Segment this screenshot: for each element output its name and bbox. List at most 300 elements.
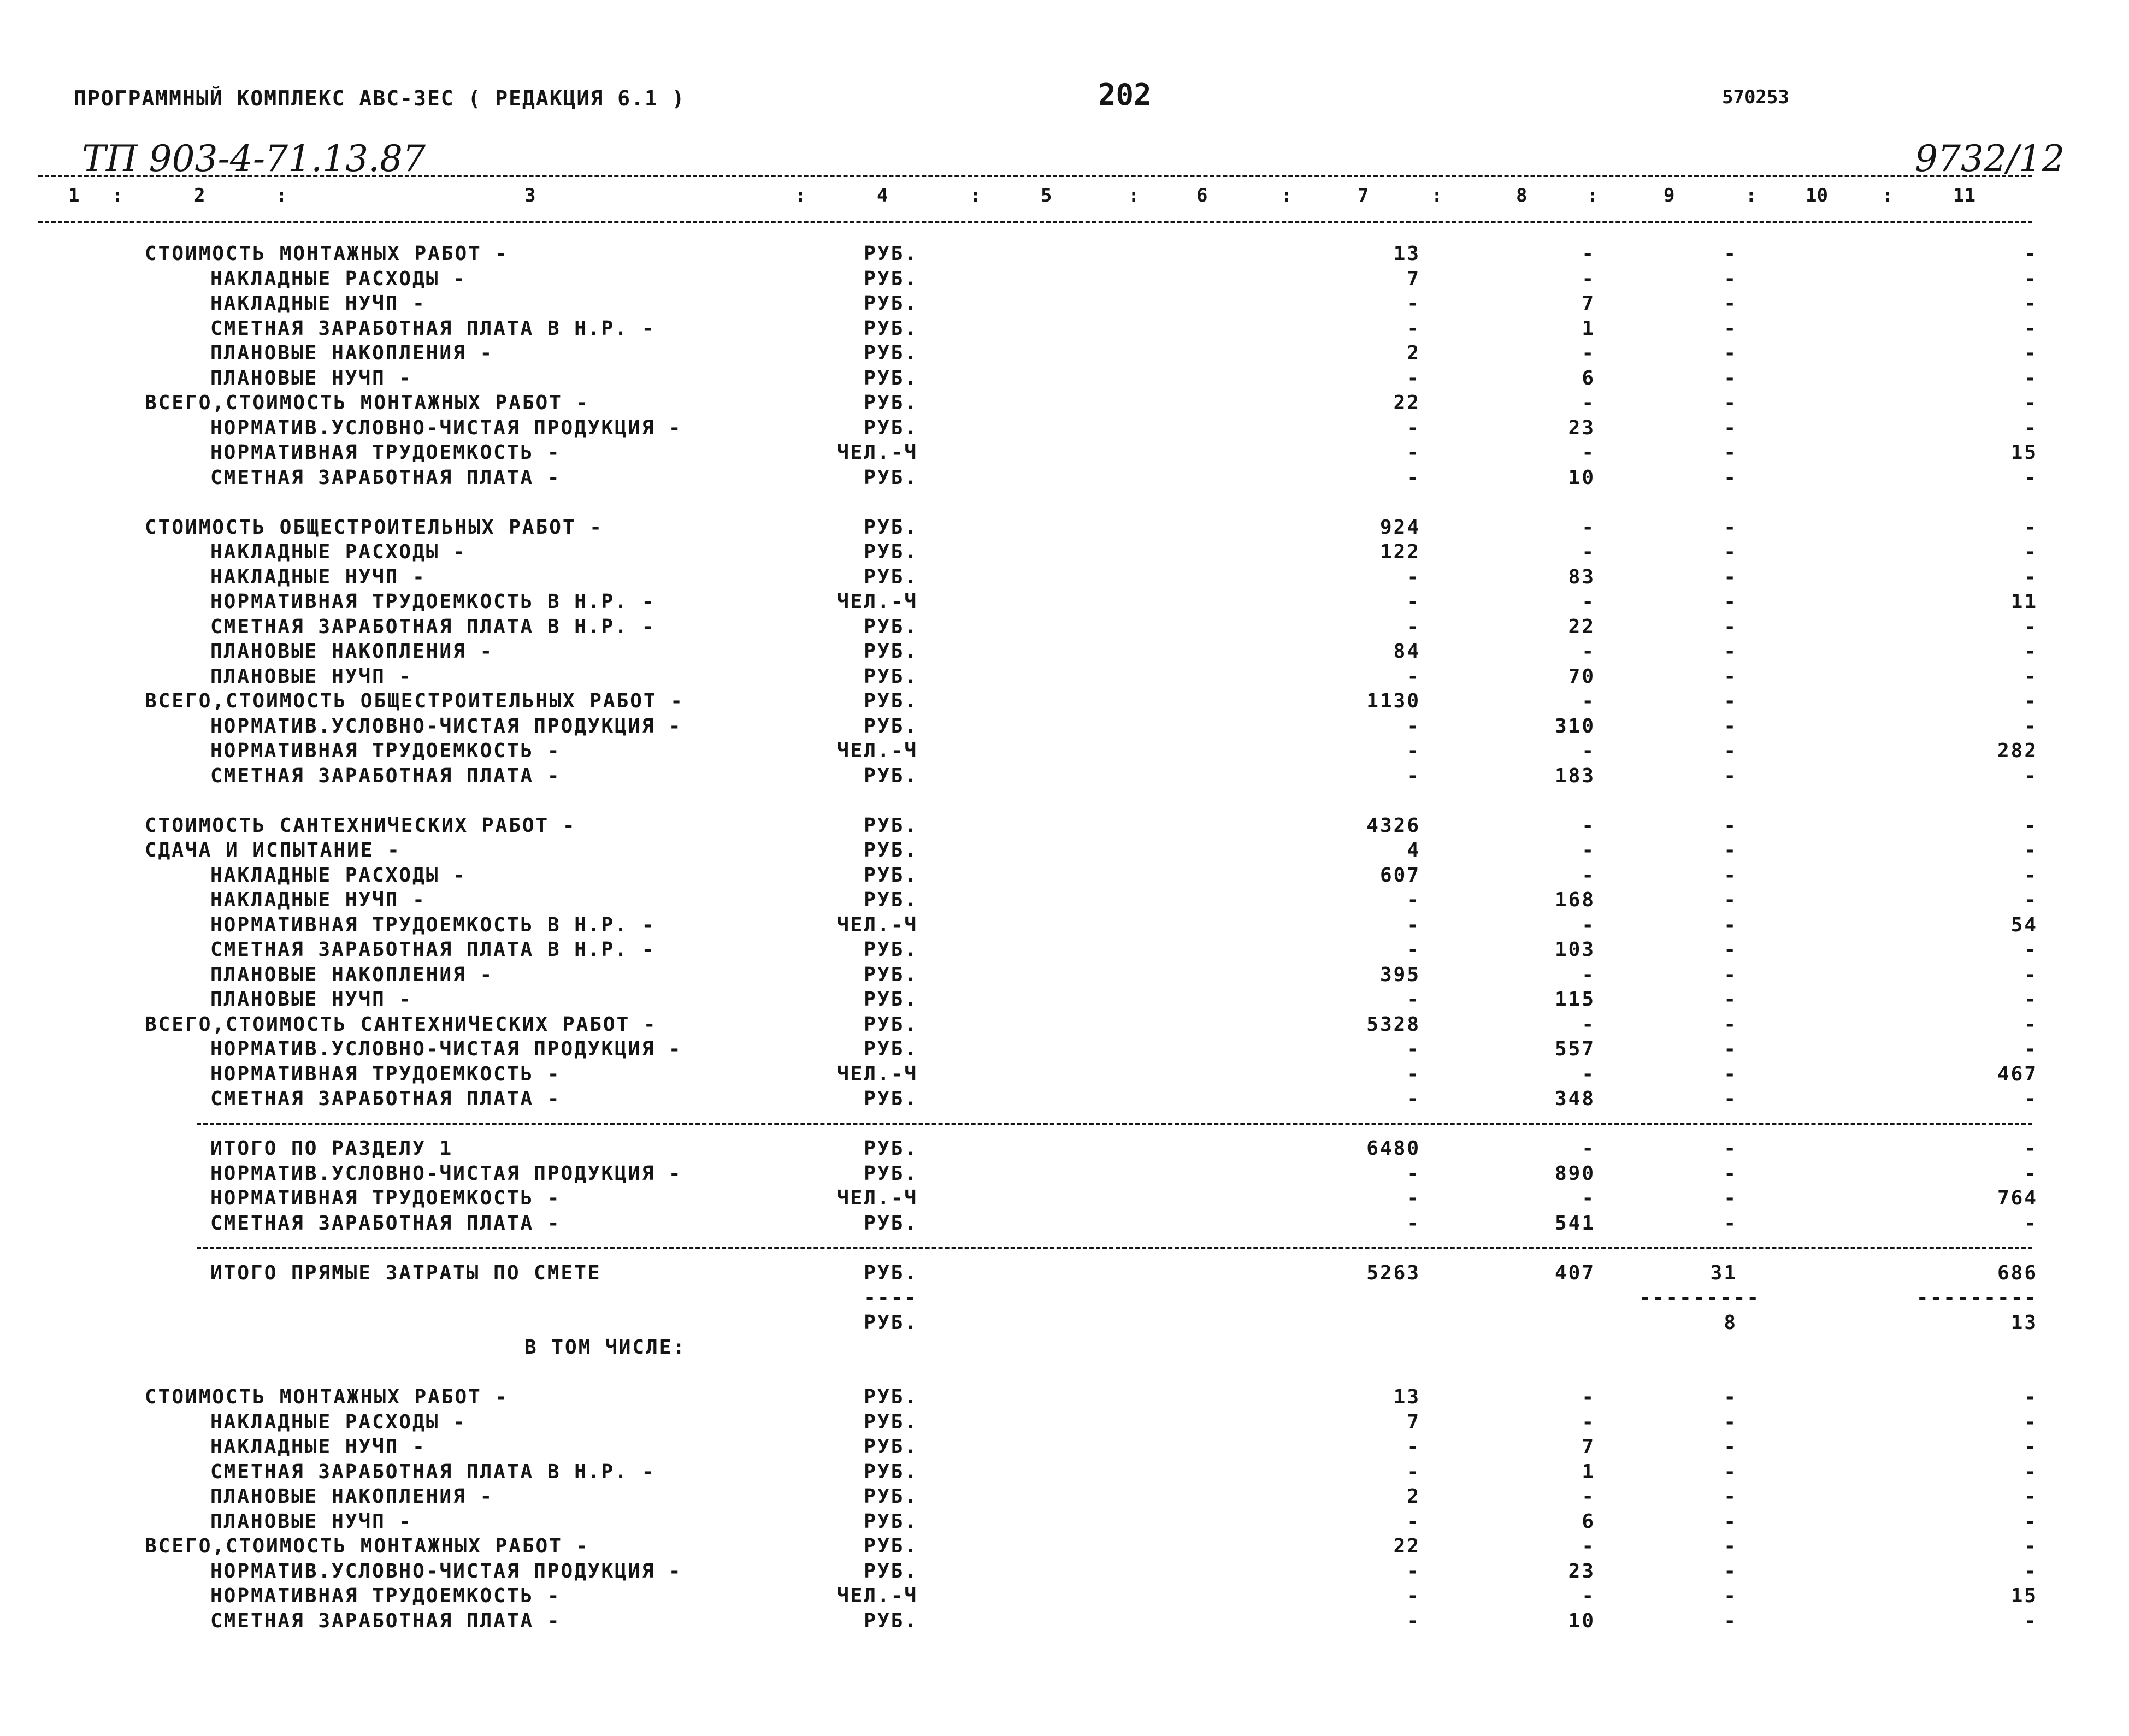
column-separator: : xyxy=(1281,185,1293,206)
row-unit: РУБ. xyxy=(864,665,918,688)
col11-value: 686 xyxy=(1997,1261,2038,1284)
table-row xyxy=(0,888,2129,913)
col7-value: 1130 xyxy=(1366,690,1420,712)
col9-value: 31 xyxy=(1710,1261,1737,1284)
handwritten-sheet-number: 9732/12 xyxy=(1915,138,2065,180)
table-row xyxy=(0,1161,2129,1186)
col8-value: 1 xyxy=(1582,317,1595,340)
col9-value: - xyxy=(1724,1187,1737,1209)
col11-value: - xyxy=(2024,1162,2038,1185)
col8-value: 70 xyxy=(1568,665,1595,688)
col8-value: 10 xyxy=(1568,1609,1595,1632)
table-row xyxy=(0,987,2129,1012)
col9-value: - xyxy=(1724,1609,1737,1632)
header-rule-bottom xyxy=(38,221,2032,223)
col7-value: 13 xyxy=(1393,1386,1420,1408)
col11-value: - xyxy=(2024,243,2038,265)
col7-value: - xyxy=(1407,615,1420,638)
column-separator: : xyxy=(112,185,123,206)
handwritten-project-number: ТП 903-4-71.13.87 xyxy=(82,138,426,180)
column-number: 8 xyxy=(1516,185,1528,206)
program-header: ПРОГРАММНЫЙ КОМПЛЕКС АВС-ЗЕС ( РЕДАКЦИЯ 6.1 ) xyxy=(74,86,686,110)
row-label: СМЕТНАЯ ЗАРАБОТНАЯ ПЛАТА - xyxy=(210,1088,561,1110)
col7-value: - xyxy=(1407,1088,1420,1110)
row-unit: РУБ. xyxy=(864,292,918,315)
table-row xyxy=(0,589,2129,615)
col8-value: - xyxy=(1582,1137,1595,1160)
col9-value: - xyxy=(1724,690,1737,712)
col9-value: - xyxy=(1724,243,1737,265)
row-label: НАКЛАДНЫЕ РАСХОДЫ - xyxy=(210,541,467,563)
col11-value: - xyxy=(2024,864,2038,887)
col7-value: - xyxy=(1407,441,1420,464)
col11-value: --------- xyxy=(1916,1286,2038,1309)
col11-value: - xyxy=(2024,715,2038,737)
col8-value: - xyxy=(1582,814,1595,837)
row-label: В ТОМ ЧИСЛЕ: xyxy=(524,1336,687,1359)
row-unit: РУБ. xyxy=(864,1609,918,1632)
row-label: НОРМАТИВНАЯ ТРУДОЕМКОСТЬ - xyxy=(210,1585,561,1607)
col7-value: - xyxy=(1407,317,1420,340)
row-unit: РУБ. xyxy=(864,615,918,638)
row-label: НОРМАТИВНАЯ ТРУДОЕМКОСТЬ - xyxy=(210,1062,561,1085)
row-label: ПЛАНОВЫЕ НУЧП - xyxy=(210,367,413,389)
row-label: СМЕТНАЯ ЗАРАБОТНАЯ ПЛАТА - xyxy=(210,1212,561,1235)
col11-value: - xyxy=(2024,938,2038,961)
row-label: НОРМАТИВ.УСЛОВНО-ЧИСТАЯ ПРОДУКЦИЯ - xyxy=(210,1162,682,1185)
row-label: НОРМАТИВ.УСЛОВНО-ЧИСТАЯ ПРОДУКЦИЯ - xyxy=(210,416,682,439)
column-number: 1 xyxy=(68,185,80,206)
col9-value: - xyxy=(1724,1162,1737,1185)
col9-value: - xyxy=(1724,367,1737,389)
row-label: НАКЛАДНЫЕ РАСХОДЫ - xyxy=(210,864,467,887)
col9-value: - xyxy=(1724,814,1737,837)
col11-value: 13 xyxy=(2010,1311,2038,1334)
row-label: ПЛАНОВЫЕ НАКОПЛЕНИЯ - xyxy=(210,640,494,663)
col9-value: - xyxy=(1724,740,1737,762)
col9-value: - xyxy=(1724,342,1737,364)
table-row xyxy=(0,664,2129,689)
row-unit: ---- xyxy=(864,1286,918,1309)
col9-value: - xyxy=(1724,889,1737,911)
col9-value: - xyxy=(1724,665,1737,688)
column-number: 9 xyxy=(1664,185,1675,206)
col9-value: - xyxy=(1724,1013,1737,1036)
col7-value: 22 xyxy=(1393,392,1420,414)
col9-value: - xyxy=(1724,267,1737,290)
col8-value: 890 xyxy=(1554,1162,1595,1185)
row-spacer xyxy=(0,1360,2129,1385)
table-row xyxy=(0,1261,2129,1286)
table-row xyxy=(0,714,2129,739)
row-unit: РУБ. xyxy=(864,1386,918,1408)
col11-value: 54 xyxy=(2010,913,2038,936)
col7-value: - xyxy=(1407,1560,1420,1583)
col11-value: - xyxy=(2024,317,2038,340)
col7-value: 395 xyxy=(1379,963,1420,986)
col11-value: - xyxy=(2024,889,2038,911)
col8-value: 7 xyxy=(1582,1436,1595,1458)
col11-value: - xyxy=(2024,342,2038,364)
col11-value: - xyxy=(2024,963,2038,986)
col9-value: - xyxy=(1724,1560,1737,1583)
table-row xyxy=(0,416,2129,441)
col8-value: 541 xyxy=(1554,1212,1595,1235)
col7-value: - xyxy=(1407,292,1420,315)
col8-value: 6 xyxy=(1582,1510,1595,1533)
row-unit: РУБ. xyxy=(864,963,918,986)
row-label: СТОИМОСТЬ ОБЩЕСТРОИТЕЛЬНЫХ РАБОТ - xyxy=(145,516,603,539)
row-unit: ЧЕЛ.-Ч xyxy=(836,591,918,613)
table-row xyxy=(0,1012,2129,1037)
col8-value: 103 xyxy=(1554,938,1595,961)
col11-value: - xyxy=(2024,1485,2038,1508)
column-separator: : xyxy=(1128,185,1140,206)
table-row xyxy=(0,540,2129,565)
table-row xyxy=(0,366,2129,391)
row-label: ПЛАНОВЫЕ НУЧП - xyxy=(210,1510,413,1533)
row-label: ПЛАНОВЫЕ НАКОПЛЕНИЯ - xyxy=(210,342,494,364)
col7-value: 22 xyxy=(1393,1535,1420,1557)
col8-value: 23 xyxy=(1568,1560,1595,1583)
row-spacer xyxy=(0,490,2129,515)
col11-value: 15 xyxy=(2010,1585,2038,1607)
col11-value: - xyxy=(2024,565,2038,588)
column-separator: : xyxy=(1882,185,1894,206)
col8-value: - xyxy=(1582,342,1595,364)
col9-value: - xyxy=(1724,541,1737,563)
col7-value: 4326 xyxy=(1366,814,1420,837)
col9-value: - xyxy=(1724,441,1737,464)
col8-value: 310 xyxy=(1554,715,1595,737)
col8-value: 23 xyxy=(1568,416,1595,439)
column-number: 5 xyxy=(1041,185,1052,206)
section-separator xyxy=(0,1236,2129,1261)
table-row xyxy=(0,1534,2129,1559)
row-unit: РУБ. xyxy=(864,392,918,414)
col7-value: - xyxy=(1407,715,1420,737)
col7-value: - xyxy=(1407,913,1420,936)
col8-value: - xyxy=(1582,1410,1595,1433)
col11-value: 467 xyxy=(1997,1062,2038,1085)
row-label: НОРМАТИВ.УСЛОВНО-ЧИСТАЯ ПРОДУКЦИЯ - xyxy=(210,715,682,737)
col7-value: - xyxy=(1407,466,1420,489)
row-label: СМЕТНАЯ ЗАРАБОТНАЯ ПЛАТА В Н.Р. - xyxy=(210,615,656,638)
table-row xyxy=(0,838,2129,863)
col9-value: - xyxy=(1724,1485,1737,1508)
table-row xyxy=(0,291,2129,316)
col11-value: - xyxy=(2024,988,2038,1011)
header-rule-top xyxy=(38,175,2032,177)
row-unit: РУБ. xyxy=(864,1162,918,1185)
col7-value: - xyxy=(1407,1187,1420,1209)
col8-value: - xyxy=(1582,690,1595,712)
row-label: ВСЕГО,СТОИМОСТЬ МОНТАЖНЫХ РАБОТ - xyxy=(145,392,590,414)
table-row xyxy=(0,639,2129,664)
row-unit: РУБ. xyxy=(864,342,918,364)
row-unit: РУБ. xyxy=(864,839,918,861)
col7-value: - xyxy=(1407,1436,1420,1458)
row-unit: РУБ. xyxy=(864,690,918,712)
col8-value: - xyxy=(1582,516,1595,539)
col9-value: - xyxy=(1724,1535,1737,1557)
col11-value: 11 xyxy=(2010,591,2038,613)
table-row xyxy=(0,1335,2129,1360)
row-label: НАКЛАДНЫЕ НУЧП - xyxy=(210,889,426,911)
col11-value: - xyxy=(2024,292,2038,315)
col11-value: - xyxy=(2024,1410,2038,1433)
col11-value: 282 xyxy=(1997,740,2038,762)
col11-value: - xyxy=(2024,267,2038,290)
col9-value: - xyxy=(1724,1386,1737,1408)
col11-value: - xyxy=(2024,466,2038,489)
table-row xyxy=(0,1559,2129,1584)
col8-value: 83 xyxy=(1568,565,1595,588)
col8-value: 168 xyxy=(1554,889,1595,911)
col9-value: - xyxy=(1724,516,1737,539)
col8-value: - xyxy=(1582,1535,1595,1557)
table-row xyxy=(0,1410,2129,1435)
column-number: 10 xyxy=(1806,185,1828,206)
col9-value: - xyxy=(1724,715,1737,737)
col9-value: - xyxy=(1724,864,1737,887)
col7-value: - xyxy=(1407,1212,1420,1235)
row-unit: РУБ. xyxy=(864,466,918,489)
col11-value: - xyxy=(2024,690,2038,712)
col8-value: - xyxy=(1582,1187,1595,1209)
dashed-rule xyxy=(197,1247,2032,1249)
row-unit: РУБ. xyxy=(864,1013,918,1036)
col11-value: - xyxy=(2024,1535,2038,1557)
table-row xyxy=(0,1484,2129,1509)
row-label: ПЛАНОВЫЕ НУЧП - xyxy=(210,665,413,688)
row-unit: РУБ. xyxy=(864,640,918,663)
row-unit: РУБ. xyxy=(864,889,918,911)
col8-value: - xyxy=(1582,839,1595,861)
row-unit: РУБ. xyxy=(864,516,918,539)
col7-value: 2 xyxy=(1407,342,1420,364)
row-unit: РУБ. xyxy=(864,416,918,439)
row-label: СТОИМОСТЬ МОНТАЖНЫХ РАБОТ - xyxy=(145,243,509,265)
col9-value: - xyxy=(1724,640,1737,663)
row-unit: РУБ. xyxy=(864,988,918,1011)
col7-value: - xyxy=(1407,416,1420,439)
row-label: СМЕТНАЯ ЗАРАБОТНАЯ ПЛАТА В Н.Р. - xyxy=(210,317,656,340)
col9-value: - xyxy=(1724,839,1737,861)
row-unit: ЧЕЛ.-Ч xyxy=(836,740,918,762)
column-number: 3 xyxy=(524,185,536,206)
row-unit: РУБ. xyxy=(864,764,918,787)
row-unit: РУБ. xyxy=(864,1261,918,1284)
col9-value: - xyxy=(1724,416,1737,439)
row-unit: РУБ. xyxy=(864,367,918,389)
row-label: ПЛАНОВЫЕ НАКОПЛЕНИЯ - xyxy=(210,963,494,986)
row-unit: ЧЕЛ.-Ч xyxy=(836,1062,918,1085)
col11-value: - xyxy=(2024,1560,2038,1583)
col11-value: - xyxy=(2024,1137,2038,1160)
col9-value: - xyxy=(1724,1088,1737,1110)
col9-value: - xyxy=(1724,1062,1737,1085)
row-label: НАКЛАДНЫЕ РАСХОДЫ - xyxy=(210,1410,467,1433)
row-label: СМЕТНАЯ ЗАРАБОТНАЯ ПЛАТА - xyxy=(210,466,561,489)
col7-value: - xyxy=(1407,988,1420,1011)
column-number: 2 xyxy=(194,185,205,206)
col7-value: 13 xyxy=(1393,243,1420,265)
col8-value: - xyxy=(1582,640,1595,663)
row-unit: РУБ. xyxy=(864,1137,918,1160)
col7-value: 607 xyxy=(1379,864,1420,887)
row-unit: РУБ. xyxy=(864,864,918,887)
row-label: СМЕТНАЯ ЗАРАБОТНАЯ ПЛАТА - xyxy=(210,764,561,787)
col11-value: - xyxy=(2024,367,2038,389)
col8-value: - xyxy=(1582,1062,1595,1085)
row-label: НАКЛАДНЫЕ НУЧП - xyxy=(210,292,426,315)
col7-value: 5263 xyxy=(1366,1261,1420,1284)
col9-value: - xyxy=(1724,565,1737,588)
col11-value: - xyxy=(2024,640,2038,663)
col7-value: 6480 xyxy=(1366,1137,1420,1160)
row-unit: РУБ. xyxy=(864,1088,918,1110)
col7-value: - xyxy=(1407,1162,1420,1185)
col9-value: - xyxy=(1724,317,1737,340)
col11-value: - xyxy=(2024,615,2038,638)
table-row xyxy=(0,440,2129,465)
row-unit: ЧЕЛ.-Ч xyxy=(836,1187,918,1209)
col8-value: - xyxy=(1582,541,1595,563)
column-number: 7 xyxy=(1358,185,1369,206)
estimate-table-body xyxy=(0,241,2129,1633)
row-label: НАКЛАДНЫЕ НУЧП - xyxy=(210,1436,426,1458)
row-unit: РУБ. xyxy=(864,1485,918,1508)
row-unit: ЧЕЛ.-Ч xyxy=(836,913,918,936)
col8-value: - xyxy=(1582,1485,1595,1508)
row-label: НАКЛАДНЫЕ РАСХОДЫ - xyxy=(210,267,467,290)
col11-value: - xyxy=(2024,1510,2038,1533)
col7-value: 2 xyxy=(1407,1485,1420,1508)
column-separator: : xyxy=(795,185,806,206)
col7-value: - xyxy=(1407,1510,1420,1533)
col9-value: - xyxy=(1724,938,1737,961)
column-separator: : xyxy=(276,185,287,206)
col11-value: - xyxy=(2024,541,2038,563)
table-row xyxy=(0,1211,2129,1236)
table-row xyxy=(0,913,2129,938)
row-unit: РУБ. xyxy=(864,1038,918,1060)
col8-value: 183 xyxy=(1554,764,1595,787)
col8-value: - xyxy=(1582,267,1595,290)
col11-value: - xyxy=(2024,814,2038,837)
row-unit: РУБ. xyxy=(864,1311,918,1334)
table-row xyxy=(0,1037,2129,1062)
column-separator: : xyxy=(1745,185,1757,206)
row-label: ВСЕГО,СТОИМОСТЬ САНТЕХНИЧЕСКИХ РАБОТ - xyxy=(145,1013,657,1036)
row-unit: РУБ. xyxy=(864,267,918,290)
col9-value: - xyxy=(1724,1038,1737,1060)
table-row xyxy=(0,1062,2129,1087)
row-label: СТОИМОСТЬ САНТЕХНИЧЕСКИХ РАБОТ - xyxy=(145,814,576,837)
col9-value: - xyxy=(1724,963,1737,986)
row-label: СДАЧА И ИСПЫТАНИЕ - xyxy=(145,839,401,861)
col7-value: 7 xyxy=(1407,1410,1420,1433)
row-unit: РУБ. xyxy=(864,715,918,737)
col9-value: - xyxy=(1724,913,1737,936)
col8-value: - xyxy=(1582,913,1595,936)
col9-value: - xyxy=(1724,764,1737,787)
row-unit: РУБ. xyxy=(864,1436,918,1458)
col7-value: 4 xyxy=(1407,839,1420,861)
row-unit: РУБ. xyxy=(864,541,918,563)
col11-value: - xyxy=(2024,839,2038,861)
table-row xyxy=(0,1509,2129,1534)
col9-value: 8 xyxy=(1724,1311,1737,1334)
table-row xyxy=(0,1285,2129,1310)
col9-value: - xyxy=(1724,1410,1737,1433)
col8-value: 115 xyxy=(1554,988,1595,1011)
table-row xyxy=(0,465,2129,491)
col8-value: - xyxy=(1582,740,1595,762)
col9-value: - xyxy=(1724,466,1737,489)
col11-value: - xyxy=(2024,1436,2038,1458)
col7-value: - xyxy=(1407,591,1420,613)
col8-value: - xyxy=(1582,864,1595,887)
column-separator: : xyxy=(1431,185,1443,206)
col7-value: - xyxy=(1407,889,1420,911)
col8-value: - xyxy=(1582,243,1595,265)
row-label: НОРМАТИВНАЯ ТРУДОЕМКОСТЬ - xyxy=(210,740,561,762)
col7-value: 122 xyxy=(1379,541,1420,563)
col11-value: - xyxy=(2024,665,2038,688)
col8-value: 22 xyxy=(1568,615,1595,638)
column-separator: : xyxy=(1587,185,1599,206)
col11-value: - xyxy=(2024,1038,2038,1060)
col11-value: - xyxy=(2024,1013,2038,1036)
table-row xyxy=(0,1310,2129,1336)
column-number: 6 xyxy=(1196,185,1208,206)
row-label: СТОИМОСТЬ МОНТАЖНЫХ РАБОТ - xyxy=(145,1386,509,1408)
table-row xyxy=(0,241,2129,267)
col7-value: 7 xyxy=(1407,267,1420,290)
column-separator: : xyxy=(970,185,981,206)
row-label: СМЕТНАЯ ЗАРАБОТНАЯ ПЛАТА В Н.Р. - xyxy=(210,1460,656,1483)
row-unit: РУБ. xyxy=(864,938,918,961)
table-row xyxy=(0,1087,2129,1112)
row-label: НОРМАТИВНАЯ ТРУДОЕМКОСТЬ - xyxy=(210,1187,561,1209)
col9-value: - xyxy=(1724,1460,1737,1483)
row-label: СМЕТНАЯ ЗАРАБОТНАЯ ПЛАТА В Н.Р. - xyxy=(210,938,656,961)
row-unit: ЧЕЛ.-Ч xyxy=(836,1585,918,1607)
row-unit: ЧЕЛ.-Ч xyxy=(836,441,918,464)
table-row xyxy=(0,1584,2129,1609)
col9-value: - xyxy=(1724,292,1737,315)
col7-value: - xyxy=(1407,740,1420,762)
col8-value: - xyxy=(1582,1386,1595,1408)
col7-value: 5328 xyxy=(1366,1013,1420,1036)
col9-value: - xyxy=(1724,988,1737,1011)
dashed-rule xyxy=(197,1123,2032,1125)
table-row xyxy=(0,937,2129,963)
col8-value: - xyxy=(1582,392,1595,414)
col7-value: - xyxy=(1407,565,1420,588)
col8-value: 7 xyxy=(1582,292,1595,315)
table-row xyxy=(0,1460,2129,1485)
col7-value: - xyxy=(1407,764,1420,787)
col8-value: - xyxy=(1582,1013,1595,1036)
col9-value: - xyxy=(1724,615,1737,638)
table-row xyxy=(0,689,2129,714)
table-row xyxy=(0,391,2129,416)
page-number: 202 xyxy=(1098,78,1152,112)
col7-value: - xyxy=(1407,1038,1420,1060)
